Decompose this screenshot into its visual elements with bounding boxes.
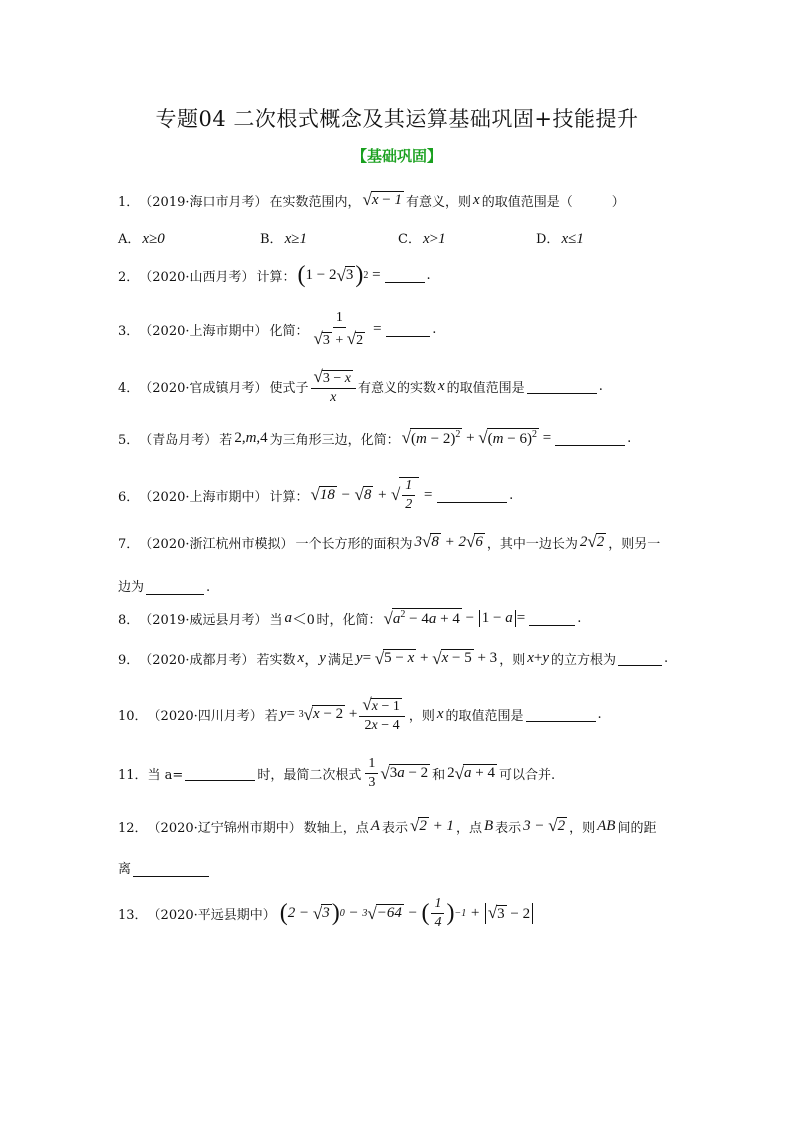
answer-blank[interactable] — [146, 580, 204, 595]
question-13: 13． （2020·平远县期中） ( 2 − √ 3 ) 0 − 3 √ −64 − ( $\frac{1}{4}$ ) −1 + √3 − 2 — [118, 896, 698, 931]
question-3: 3． （2020·上海市期中） 化简： $\frac{1}{√3 + √2}$ = . — [118, 310, 437, 348]
section-heading: 【基础巩固】 — [351, 147, 442, 165]
question-8: 8． （2019·威远县月考） 当 a ＜0 时，化简： √ $a^2 - 4a + 4$ − 1 − a = . — [118, 608, 582, 628]
question-7-line2: 边为 . — [118, 580, 211, 595]
answer-blank[interactable] — [529, 611, 575, 626]
question-1: 1． （2019·海口市月考） 在实数范围内， √ x − 1 有意义，则 x 的取值范围是（ ） — [118, 190, 625, 210]
question-7: 7． （2020·浙江杭州市模拟） 一个长方形的面积为 3 √ 8 + 2 √ 6 ，其中一边长为 2 √ 2 ，则另一 — [118, 532, 661, 552]
answer-blank[interactable] — [555, 431, 625, 446]
question-12: 12． （2020·辽宁锦州市期中） 数轴上，点 A 表示 √ 2 + 1 ，点 B 表示 3 − √ 2 ，则 AB 间的距 — [118, 816, 657, 836]
answer-blank[interactable] — [618, 651, 662, 666]
question-2: 2． （2020·山西月考） 计算： ( 1 − 2 √ 3 ) 2 = . — [118, 262, 431, 288]
math-sqrt-x-minus-1: √ x − 1 — [362, 190, 402, 209]
answer-blank[interactable] — [526, 707, 596, 722]
answer-blank[interactable] — [385, 268, 425, 283]
question-10: 10． （2020·四川月考） 若 y = 3 √ x − 2 + $\frac{√x - 1}{2x - 4}$ ，则 x 的取值范围是 . — [118, 695, 602, 734]
answer-blank[interactable] — [133, 862, 209, 877]
question-6: 6． （2020·上海市期中） 计算： √ 18 − √ 8 + √ $\frac{1}{2}$ = . — [118, 478, 514, 513]
question-9: 9． （2020·成都月考） 若实数 x ， y 满足 y = √ 5 − x + √ x − 5 + 3 ，则 x + y 的立方根为 . — [118, 648, 669, 668]
question-4: 4． （2020·官成镇月考） 使式子 $\frac{√3 - x}{x}$ 有意义的实数 x 的取值范围是 . — [118, 367, 603, 406]
answer-blank[interactable] — [185, 766, 255, 781]
answer-blank[interactable] — [527, 379, 597, 394]
answer-blank[interactable] — [437, 488, 507, 503]
answer-blank[interactable] — [386, 322, 430, 337]
question-12-line2: 离 — [118, 858, 211, 877]
page-title: 专题04 二次根式概念及其运算基础巩固+技能提升 — [155, 107, 639, 131]
question-5: 5． （青岛月考） 若 2, m ,4 为三角形三边，化简： √ $(m - 2)^2$ + √ $(m - 6)^2$ = . — [118, 428, 632, 448]
question-11: 11． 当 a= 时，最简二次根式 $\frac{1}{3}$ √ 3a − 2 和 2 √ a + 4 可以合并. — [118, 756, 556, 790]
